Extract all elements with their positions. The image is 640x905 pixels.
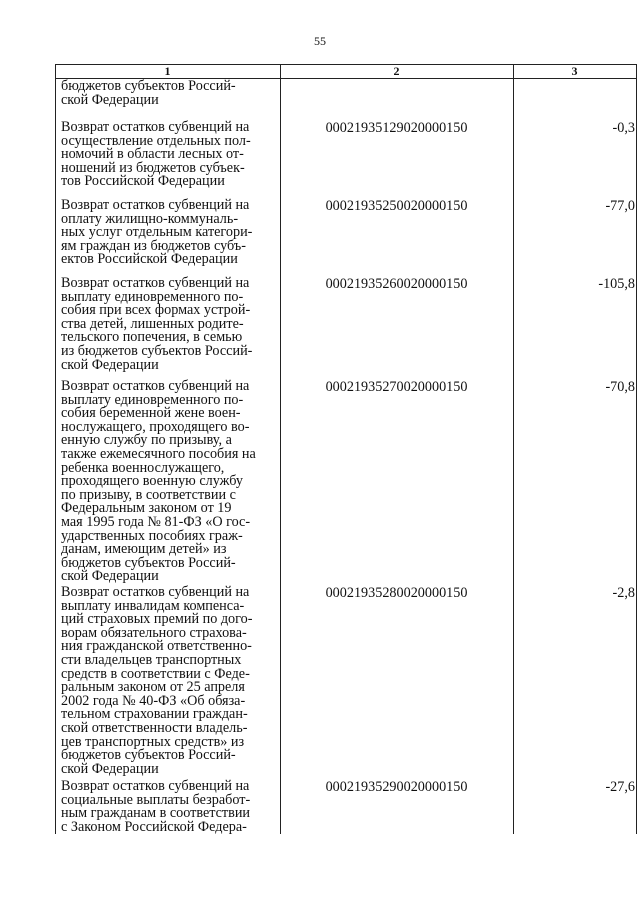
header-col-1: 1	[164, 64, 171, 78]
row-code: 00021935290020000150	[325, 779, 468, 795]
table-border-left	[55, 64, 56, 834]
column-divider-1	[280, 64, 281, 834]
page-number: 55	[314, 34, 326, 48]
column-divider-2	[513, 64, 514, 834]
row-name: Возврат остатков субвенций на социальные выплаты безработ- ным гражданам в соответствии с Законом Российской Федера-	[61, 778, 251, 835]
row-amount: -77,0	[605, 198, 635, 214]
table-header	[55, 64, 637, 78]
row-code: 00021935260020000150	[325, 276, 468, 292]
header-col-2: 2	[393, 64, 400, 78]
row-code: 00021935250020000150	[325, 198, 468, 214]
row-name: Возврат остатков субвенций на выплату единовременного по- собия при всех формах устрой- ства детей, лишенных родите- тельского попечения, в семью из бюджетов субъектов Россий- ской Федерации	[61, 275, 253, 373]
budget-table	[55, 64, 637, 834]
row-amount: -105,8	[598, 276, 635, 292]
row-amount: -2,8	[612, 585, 635, 601]
header-col-3: 3	[571, 64, 578, 78]
row-amount: -27,6	[605, 779, 635, 795]
row-name: Возврат остатков субвенций на оплату жилищно-коммуналь- ных услуг отдельным категори- ям граждан из бюджетов субъ- ектов Российской Федерации	[61, 197, 253, 268]
row-name: Возврат остатков субвенций на выплату единовременного по- собия беременной жене воен- нослужащего, проходящего во- енную службу по призыву, а также ежемесячного пособия на ребенка военнослужащего, проходящего военную службу по призыву, в соответствии с Федеральным законом от 19 мая 1995 года № 81-ФЗ «О гос- ударственных пособиях граж- данам, имеющим детей» из бюджетов субъектов Россий- ской Федерации	[61, 378, 256, 585]
continuation-text: бюджетов субъектов Россий- ской Федерации	[61, 78, 236, 108]
row-name: Возврат остатков субвенций на выплату инвалидам компенса- ций страховых премий по дого- ворам обязательного страхова- ния гражданской ответственно- сти владельцев транспортных средств в соответствии с Феде- ральным законом от 25 апреля 2002 года № 40-ФЗ «Об обяза- тельном страховании граждан- ской ответственности владель- цев транспортных средств» из бюджетов субъектов Россий- ской Федерации	[61, 584, 253, 777]
row-code: 00021935270020000150	[325, 379, 468, 395]
row-code: 00021935280020000150	[325, 585, 468, 601]
row-code: 00021935129020000150	[325, 120, 468, 136]
row-amount: -70,8	[605, 379, 635, 395]
row-amount: -0,3	[612, 120, 635, 136]
row-name: Возврат остатков субвенций на осуществление отдельных пол- номочий в области лесных от- ношений из бюджетов субъек- тов Российской Федерации	[61, 119, 251, 190]
table-border-right	[636, 64, 637, 834]
